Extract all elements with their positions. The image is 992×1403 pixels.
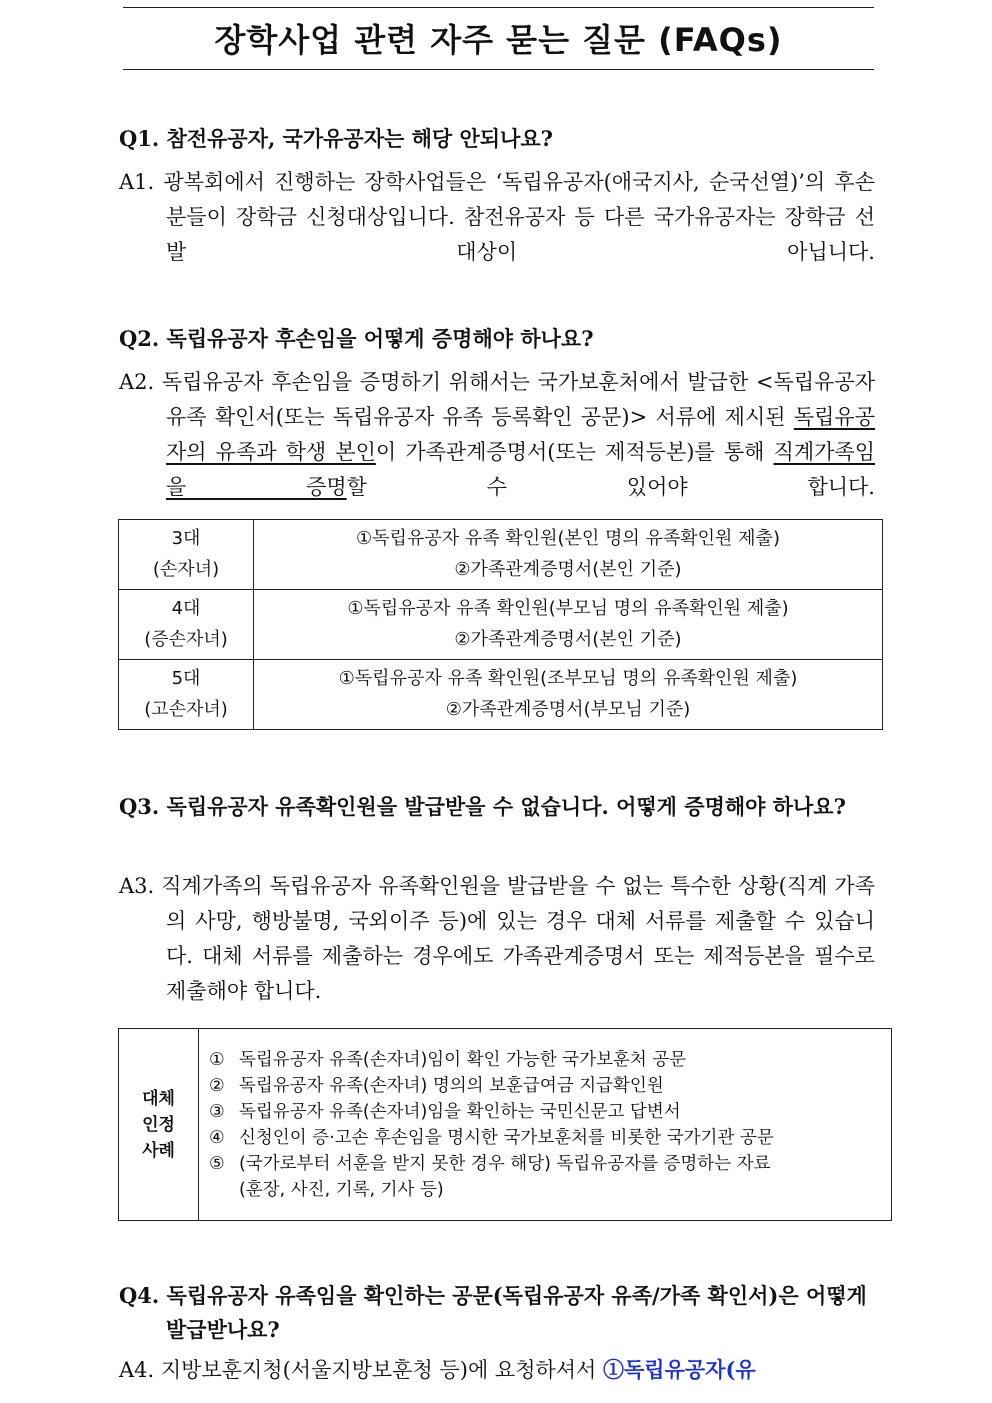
answer-4 bbox=[119, 1352, 875, 1388]
question-4: Q4. 독립유공자 유족임을 확인하는 공문(독립유공자 유족/가족 확인서)은 어떻게 발급받나요? bbox=[119, 1283, 867, 1342]
page-title: 장학사업 관련 자주 묻는 질문 (FAQs) bbox=[214, 21, 783, 59]
answer-4-text: A4. 지방보훈지청(서울지방보훈청 등)에 요청하셔서 bbox=[119, 1358, 604, 1382]
documents-cell: ①독립유공자 유족 확인원(본인 명의 유족확인원 제출) ②가족관계증명서(본인 기준) bbox=[254, 520, 883, 590]
answer-1-text: A1. 광복회에서 진행하는 장학사업들은 ‘독립유공자(애국지사, 순국선열)’의 후손분들이 장학금 신청대상입니다. 참전유공자 등 다른 국가유공자는 장학금 선발 대상이 아닙니다. bbox=[119, 170, 875, 264]
list-item: ④ 신청인이 증·고손 후손임을 명시한 국가보훈처를 비롯한 국가기관 공문 bbox=[209, 1128, 774, 1148]
answer-2 bbox=[119, 365, 875, 505]
title-bottom-rule bbox=[123, 69, 874, 70]
question-3: Q3. 독립유공자 유족확인원을 발급받을 수 없습니다. 어떻게 증명해야 하나요? bbox=[119, 794, 846, 819]
descendant-documents-table bbox=[118, 519, 883, 730]
answer-2-text-c: 할 수 있어야 합니다. bbox=[346, 475, 875, 499]
table-row bbox=[119, 590, 883, 660]
answer-3-text: A3. 직계가족의 독립유공자 유족확인원을 발급받을 수 없는 특수한 상황(직계 가족의 사망, 행방불명, 국외이주 등)에 있는 경우 대체 서류를 제출할 수 있습니다. 대체 서류를 제출하는 경우에도 가족관계증명서 또는 제적등본을 필수로 제출해야 합니다. bbox=[119, 874, 875, 1003]
answer-3 bbox=[119, 869, 875, 1009]
answer-4-highlight: ①독립유공자(유 bbox=[603, 1357, 756, 1382]
question-1: Q1. 참전유공자, 국가유공자는 해당 안되나요? bbox=[119, 126, 553, 151]
title-top-rule bbox=[123, 7, 874, 8]
generation-cell: 5대 (고손자녀) bbox=[119, 660, 254, 730]
list-item: ① 독립유공자 유족(손자녀)임이 확인 가능한 국가보훈처 공문 bbox=[209, 1050, 687, 1070]
generation-cell: 4대 (증손자녀) bbox=[119, 590, 254, 660]
list-item: ③ 독립유공자 유족(손자녀)임을 확인하는 국민신문고 답변서 bbox=[209, 1102, 681, 1122]
answer-2-text-a: A2. 독립유공자 후손임을 증명하기 위해서는 국가보훈처에서 발급한 <독립유공자 유족 확인서(또는 독립유공자 유족 등록확인 공문)> 서류에 제시된 bbox=[119, 370, 875, 429]
list-item: ② 독립유공자 유족(손자녀) 명의의 보훈급여금 지급확인원 bbox=[209, 1076, 664, 1096]
answer-2-underline-a: 독립유공자의 유족과 학생 본인 bbox=[166, 405, 875, 464]
list-item: ⑤ (국가로부터 서훈을 받지 못한 경우 해당) 독립유공자를 증명하는 자료 (훈장, 사진, 기록, 기사 등) bbox=[209, 1154, 771, 1200]
question-2: Q2. 독립유공자 후손임을 어떻게 증명해야 하나요? bbox=[119, 326, 594, 351]
table-row bbox=[119, 660, 883, 730]
documents-cell: ①독립유공자 유족 확인원(부모님 명의 유족확인원 제출) ②가족관계증명서(본인 기준) bbox=[254, 590, 883, 660]
alternative-documents-table bbox=[118, 1028, 892, 1221]
alternative-cases-label: 대체 인정 사례 bbox=[119, 1029, 199, 1220]
generation-cell: 3대 (손자녀) bbox=[119, 520, 254, 590]
table-row bbox=[119, 520, 883, 590]
answer-2-text-b: 이 가족관계증명서(또는 제적등본)를 통해 bbox=[375, 440, 774, 464]
alternative-documents-list bbox=[209, 1047, 891, 1203]
answer-1 bbox=[119, 165, 875, 270]
documents-cell: ①독립유공자 유족 확인원(조부모님 명의 유족확인원 제출) ②가족관계증명서(부모님 기준) bbox=[254, 660, 883, 730]
answer-2-underline-b: 직계가족임을 증명 bbox=[166, 440, 875, 499]
